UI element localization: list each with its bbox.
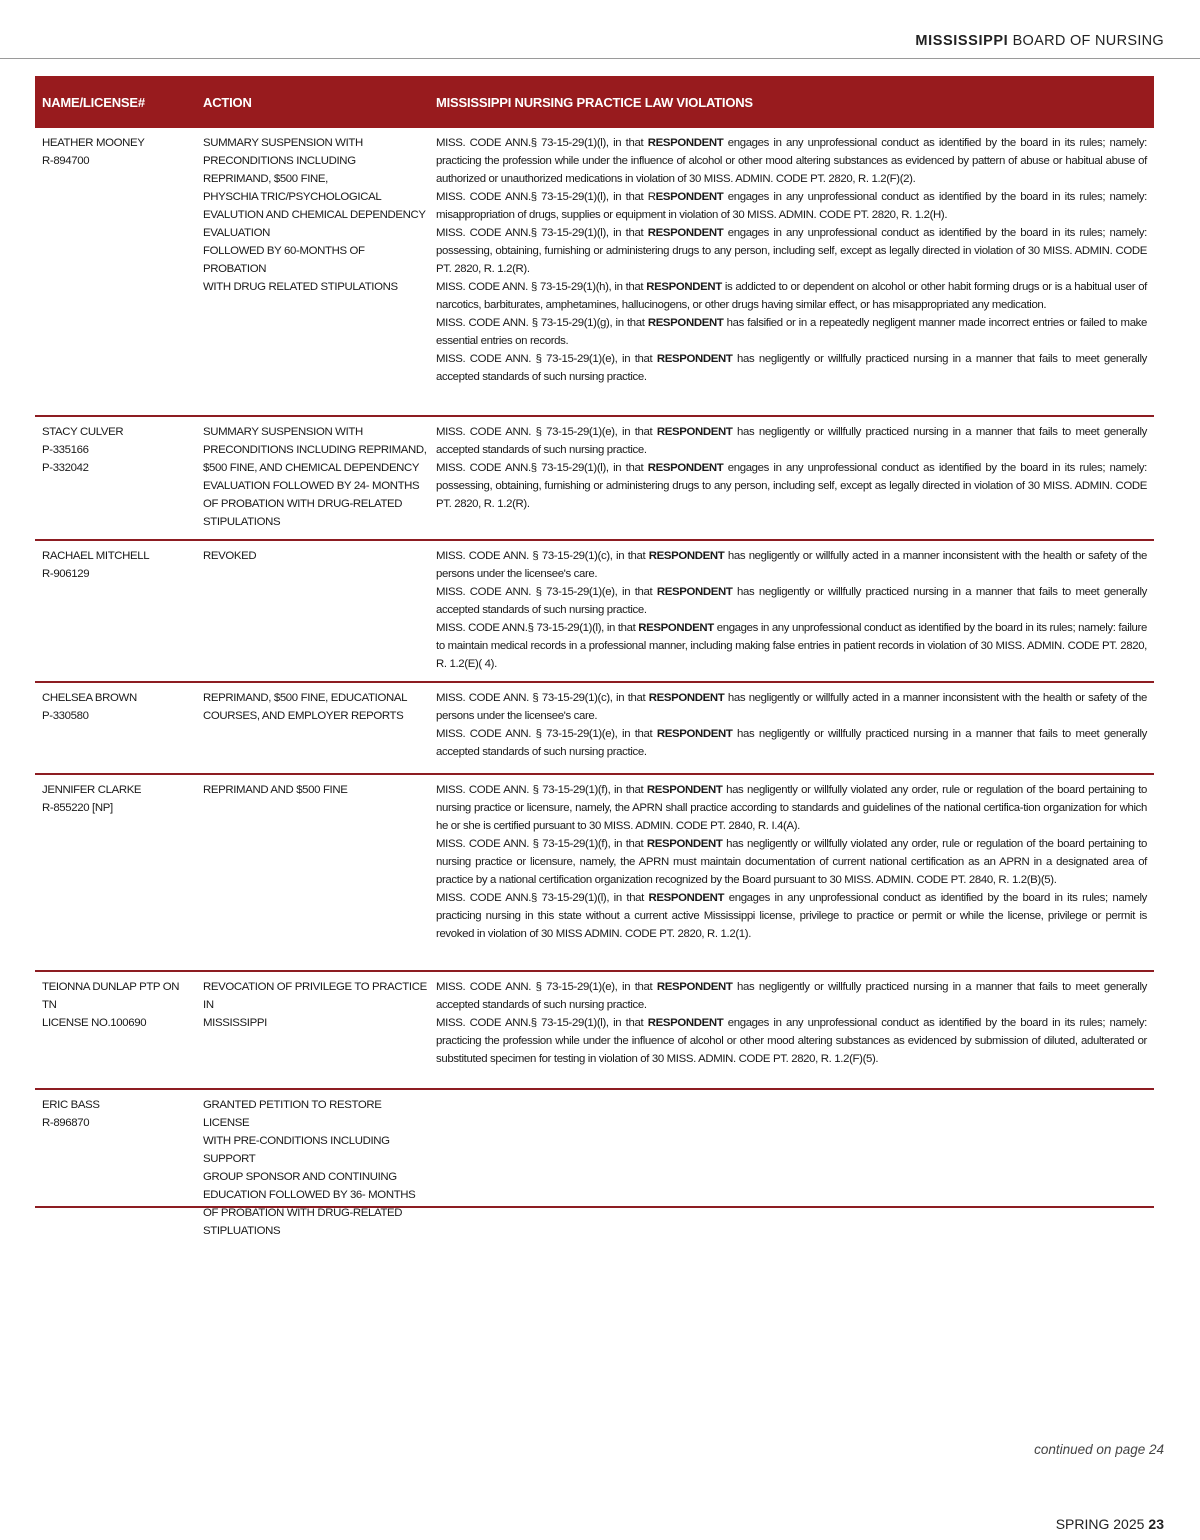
violation-item: [436, 689, 1147, 725]
violation-item: [436, 583, 1147, 619]
table-row: [35, 128, 1154, 417]
license-number: LICENSE NO.100690: [42, 1017, 147, 1029]
violation-citation: MISS. CODE ANN. § 73-15-29(1)(e), in that: [436, 981, 657, 993]
cell-violations: [428, 134, 1154, 415]
violation-citation: MISS. CODE ANN.§ 73-15-29(1)(l), in that: [436, 1017, 648, 1029]
cell-violations: [428, 978, 1154, 1088]
violation-citation: MISS. CODE ANN. § 73-15-29(1)(e), in that: [436, 353, 657, 365]
cell-violations: [428, 1096, 1154, 1206]
respondent-label: RESPONDENT: [647, 317, 724, 329]
page-number: 23: [1148, 1516, 1164, 1532]
respondent-label: RESPONDENT: [656, 426, 733, 438]
respondent-label: RESPONDENT: [647, 227, 724, 239]
violation-text: engages in any unprofessional conduct as identified by the board in its rules; namely: possessing, obtaining, furnishing or administering drugs to any person, including self, except as legally directed in violation of 30 MISS. ADMIN. CODE PT. 2820, R. 1.2(R).: [436, 462, 1147, 510]
header-action: ACTION: [203, 94, 252, 110]
licensee-name: STACY CULVER: [42, 426, 124, 438]
cell-violations: [428, 423, 1154, 539]
table-row: [35, 775, 1154, 972]
publication-header: [915, 33, 1164, 49]
violation-text: engages in any unprofessional conduct as identified by the board in its rules; namely: failure to maintain medical records in a professional manner, including making false entries in patient records in violation of 30 MISS. ADMIN. CODE PT. 2820, R. 1.2(E)( 4).: [436, 622, 1147, 670]
cell-action: [195, 134, 428, 415]
licensee-name: CHELSEA BROWN: [42, 692, 137, 704]
action-line: STIPLUATIONS: [203, 1225, 281, 1237]
respondent-label: RESPONDENT: [656, 353, 733, 365]
action-line: $500 FINE, AND CHEMICAL DEPENDENCY: [203, 462, 420, 474]
respondent-label: RESPONDENT: [646, 281, 722, 293]
violation-text: engages in any unprofessional conduct as identified by the board in its rules; namely: practicing the profession while under the influence of alcohol or other mood altering substances as evidenced by submission of diluted, adulterated or substituted specimen for testing in violation of 30 MISS. ADMIN. CODE PT. 2820, R. 1.2(F)(5).: [436, 1017, 1147, 1065]
respondent-label: RESPONDENT: [656, 728, 733, 740]
violation-text: has negligently or willfully acted in a manner inconsistent with the health or safety of the persons under the licensee's care.: [436, 692, 1148, 722]
action-line: SUMMARY SUSPENSION WITH: [203, 137, 363, 149]
action-line: OF PROBATION WITH DRUG-RELATED: [203, 498, 403, 510]
license-number: P-330580: [42, 710, 89, 722]
respondent-label: RESPONDENT: [638, 622, 714, 634]
violation-text: has negligently or willfully practiced nursing in a manner that fails to meet generally accepted standards of such nursing practice.: [436, 353, 1147, 383]
violation-text: has negligently or willfully violated any order, rule or regulation of the board pertaining to nursing practice or licensure, namely, the APRN shall practice according to standards and guidelines of the national certifica-tion organization for which he or she is certified pursuant to 30 MISS. ADMIN. CODE PT. 2840, R. I.4(A).: [436, 784, 1147, 832]
action-line: MISSISSIPPI: [203, 1017, 267, 1029]
license-number: R-894700: [42, 155, 90, 167]
respondent-label: RESPONDENT: [656, 981, 733, 993]
licensee-name: ERIC BASS: [42, 1099, 100, 1111]
violation-citation: MISS. CODE ANN. § 73-15-29(1)(h), in that: [436, 281, 647, 293]
action-line: WITH DRUG RELATED STIPULATIONS: [203, 281, 398, 293]
violation-item: [436, 889, 1147, 943]
cell-name-license: [35, 978, 195, 1088]
table-row: [35, 417, 1154, 541]
cell-name-license: [35, 423, 195, 539]
license-number: P-335166: [42, 444, 89, 456]
violation-item: [436, 459, 1147, 513]
respondent-label: RESPONDENT: [648, 550, 725, 562]
respondent-label: RESPONDENT: [647, 1017, 724, 1029]
violation-item: [436, 423, 1147, 459]
respondent-label: RESPONDENT: [656, 586, 733, 598]
violation-citation: MISS. CODE ANN. § 73-15-29(1)(f), in that: [436, 838, 647, 850]
violation-item: [436, 314, 1147, 350]
action-line: EVALUATION: [203, 227, 270, 239]
action-line: EVALUATION FOLLOWED BY 24- MONTHS: [203, 480, 420, 492]
action-line: GROUP SPONSOR AND CONTINUING: [203, 1171, 397, 1183]
cell-name-license: [35, 547, 195, 681]
violation-item: [436, 278, 1147, 314]
licensee-name: TEIONNA DUNLAP PTP ON TN: [42, 981, 180, 1011]
violation-text: engages in any unprofessional conduct as identified by the board in its rules; namely: misappropriation of drugs, supplies or equipment in violation of 30 MISS. ADMIN. CODE PT. 2820, R. 1.2(H).: [436, 191, 1147, 221]
violation-text: has negligently or willfully practiced nursing in a manner that fails to meet generally accepted standards of such nursing practice.: [436, 981, 1147, 1011]
header-divider: [0, 58, 1200, 59]
violation-text: has negligently or willfully practiced nursing in a manner that fails to meet generally accepted standards of such nursing practice.: [436, 728, 1147, 758]
violation-item: [436, 978, 1147, 1014]
cell-action: [195, 547, 428, 681]
cell-action: [195, 423, 428, 539]
violation-text: engages in any unprofessional conduct as identified by the board in its rules; namely: practicing the profession while under the influence of alcohol or other mood altering substances as evidenced by pattern of abuse or habitual abuse of authorized or unauthorized medications in violation of 30 MISS. ADMIN. CODE PT. 2820, R. 1.2(F)(2).: [436, 137, 1147, 185]
action-line: COURSES, AND EMPLOYER REPORTS: [203, 710, 404, 722]
violation-item: [436, 547, 1147, 583]
continued-note: continued on page 24: [1034, 1442, 1164, 1457]
action-line: FOLLOWED BY 60-MONTHS OF PROBATION: [203, 245, 365, 275]
action-line: REVOCATION OF PRIVILEGE TO PRACTICE IN: [203, 981, 427, 1011]
violation-citation: MISS. CODE ANN. § 73-15-29(1)(c), in that: [436, 692, 649, 704]
license-number: R-896870: [42, 1117, 90, 1129]
action-line: WITH PRE-CONDITIONS INCLUDING SUPPORT: [203, 1135, 390, 1165]
violation-text: has negligently or willfully practiced nursing in a manner that fails to meet generally accepted standards of such nursing practice.: [436, 586, 1147, 616]
violation-item: [436, 350, 1147, 386]
license-number: R-855220 [NP]: [42, 802, 113, 814]
violation-text: is addicted to or dependent on alcohol or other habit forming drugs or is a habitual user of narcotics, barbiturates, amphetamines, hallucinogens, or other drugs having similar effect, or has misappropriated any medication.: [436, 281, 1147, 311]
violation-citation: MISS. CODE ANN.§ 73-15-29(1)(l), in that: [436, 137, 648, 149]
cell-name-license: [35, 689, 195, 773]
violation-citation: MISS. CODE ANN.§ 73-15-29(1)(l), in that R: [436, 191, 656, 203]
violation-item: [436, 725, 1147, 761]
respondent-label: RESPONDENT: [646, 838, 723, 850]
licensee-name: RACHAEL MITCHELL: [42, 550, 150, 562]
action-line: GRANTED PETITION TO RESTORE LICENSE: [203, 1099, 382, 1129]
respondent-label: ESPONDENT: [655, 191, 724, 203]
violation-citation: MISS. CODE ANN. § 73-15-29(1)(f), in that: [436, 784, 647, 796]
violation-citation: MISS. CODE ANN.§ 73-15-29(1)(l), in that: [436, 892, 649, 904]
violation-item: [436, 224, 1147, 278]
action-line: PHYSCHIA TRIC/PSYCHOLOGICAL: [203, 191, 382, 203]
respondent-label: RESPONDENT: [648, 892, 725, 904]
violation-text: has negligently or willfully practiced nursing in a manner that fails to meet generally accepted standards of such nursing practice.: [436, 426, 1147, 456]
violation-text: has falsified or in a repeatedly negligent manner made incorrect entries or failed to make essential entries on records.: [436, 317, 1148, 347]
violation-item: [436, 188, 1147, 224]
respondent-label: RESPONDENT: [646, 784, 723, 796]
table-row: [35, 541, 1154, 683]
violation-citation: MISS. CODE ANN. § 73-15-29(1)(c), in that: [436, 550, 649, 562]
table-row: [35, 1090, 1154, 1237]
issue-label: SPRING 2025: [1055, 1516, 1145, 1532]
violation-citation: MISS. CODE ANN. § 73-15-29(1)(g), in that: [436, 317, 648, 329]
header-brand-bold: MISSISSIPPI: [915, 33, 1009, 49]
cell-action: [195, 781, 428, 970]
table-header-row: [35, 76, 1154, 128]
action-line: REPRIMAND, $500 FINE, EDUCATIONAL: [203, 692, 408, 704]
action-line: SUMMARY SUSPENSION WITH: [203, 426, 363, 438]
table-body: [35, 128, 1154, 1237]
action-line: REPRIMAND, $500 FINE,: [203, 173, 328, 185]
violation-text: has negligently or willfully acted in a manner inconsistent with the health or safety of the persons under the licensee's care.: [436, 550, 1148, 580]
action-line: REVOKED: [203, 550, 257, 562]
cell-action: [195, 1096, 428, 1237]
violation-citation: MISS. CODE ANN.§ 73-15-29(1)(l), in that: [436, 227, 648, 239]
header-brand-rest: BOARD OF NURSING: [1008, 33, 1164, 49]
action-line: PRECONDITIONS INCLUDING REPRIMAND,: [203, 444, 427, 456]
action-line: STIPULATIONS: [203, 516, 281, 528]
violation-citation: MISS. CODE ANN. § 73-15-29(1)(e), in that: [436, 728, 657, 740]
cell-action: [195, 978, 428, 1088]
licensee-name: HEATHER MOONEY: [42, 137, 145, 149]
table-row: [35, 683, 1154, 775]
cell-name-license: [35, 781, 195, 970]
action-line: EVALUTION AND CHEMICAL DEPENDENCY: [203, 209, 426, 221]
page-footer: [1056, 1516, 1164, 1532]
cell-name-license: [35, 1096, 195, 1206]
violation-citation: MISS. CODE ANN.§ 73-15-29(1)(l), in that: [436, 622, 639, 634]
violation-item: [436, 835, 1147, 889]
header-name-license: NAME/LICENSE#: [42, 94, 145, 110]
licensee-name: JENNIFER CLARKE: [42, 784, 142, 796]
violation-item: [436, 134, 1147, 188]
violation-citation: MISS. CODE ANN. § 73-15-29(1)(e), in that: [436, 586, 657, 598]
license-number: P-332042: [42, 462, 89, 474]
cell-action: [195, 689, 428, 773]
violation-item: [436, 619, 1147, 673]
respondent-label: RESPONDENT: [648, 692, 725, 704]
violation-text: engages in any unprofessional conduct as identified by the board in its rules; namely: possessing, obtaining, furnishing or administering drugs to any person, including self, except as legally directed in violation of 30 MISS. ADMIN. CODE PT. 2820, R. 1.2(R).: [436, 227, 1147, 275]
header-violations: MISSISSIPPI NURSING PRACTICE LAW VIOLATIONS: [436, 94, 753, 110]
action-line: PRECONDITIONS INCLUDING: [203, 155, 356, 167]
cell-violations: [428, 781, 1154, 970]
action-line: REPRIMAND AND $500 FINE: [203, 784, 348, 796]
license-number: R-906129: [42, 568, 90, 580]
violation-text: has negligently or willfully violated any order, rule or regulation of the board pertaining to nursing practice or licensure, namely, the APRN must maintain documentation of current national certification as an APRN in a designated area of practice by a national certification organization recognized by the Board pursuant to 30 MISS. ADMIN. CODE PT. 2840, R. 1.2(B)(5).: [436, 838, 1147, 886]
disciplinary-actions-table: [35, 76, 1154, 1237]
cell-name-license: [35, 134, 195, 415]
violation-item: [436, 1014, 1147, 1068]
violation-item: [436, 781, 1147, 835]
violation-citation: MISS. CODE ANN. § 73-15-29(1)(e), in that: [436, 426, 657, 438]
violation-citation: MISS. CODE ANN.§ 73-15-29(1)(l), in that: [436, 462, 648, 474]
cell-violations: [428, 689, 1154, 773]
respondent-label: RESPONDENT: [647, 462, 724, 474]
table-row: [35, 972, 1154, 1090]
violation-text: engages in any unprofessional conduct as identified by the board in its rules; namely practicing nursing in this state without a current active Mississippi license, privilege to practice or permit or while the license, privilege or permit is revoked in violation of 30 MISS ADMIN. CODE PT. 2820, R. 1.2(1).: [436, 892, 1147, 940]
cell-violations: [428, 547, 1154, 681]
action-line: EDUCATION FOLLOWED BY 36- MONTHS: [203, 1189, 416, 1201]
respondent-label: RESPONDENT: [647, 137, 724, 149]
action-line: OF PROBATION WITH DRUG-RELATED: [203, 1207, 403, 1219]
